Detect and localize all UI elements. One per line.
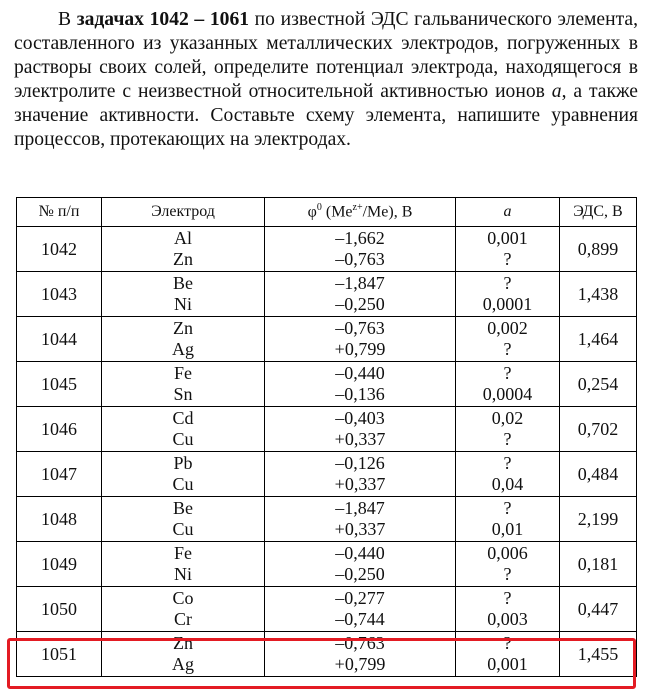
electrode-cell-line: Cu — [172, 519, 194, 539]
potential-cell — [265, 227, 456, 272]
problem-range: задачах 1042 – 1061 — [76, 9, 250, 30]
table-row — [17, 497, 637, 542]
activity-cell-line: 0,02 — [491, 408, 524, 428]
electrode-cell — [102, 407, 265, 452]
electrode-cell-line: Sn — [173, 384, 193, 404]
potential-cell-line: –1,847 — [335, 273, 385, 293]
activity-cell — [456, 407, 560, 452]
table-row — [17, 227, 637, 272]
electrode-cell — [102, 317, 265, 362]
electrode-cell — [102, 272, 265, 317]
electrode-cell — [102, 542, 265, 587]
potential-cell-line: –0,250 — [335, 564, 385, 584]
activity-cell-line: ? — [503, 453, 512, 473]
intro-text: по известной ЭДС гальванического элемента, составленного из указанных металлических электродов, погруженных в растворы своих солей, определите потенциал электрода, находящегося в электролите с неизвестной относительной активностью ионов — [14, 9, 639, 102]
potential-cell-line: +0,337 — [334, 474, 386, 494]
activity-cell — [456, 362, 560, 407]
activity-cell-line: ? — [503, 339, 512, 359]
activity-cell-line: 0,003 — [487, 609, 528, 629]
potential-cell-line: –0,250 — [335, 294, 385, 314]
activity-cell — [456, 452, 560, 497]
emf-cell: 0,181 — [560, 542, 637, 587]
table-row — [17, 317, 637, 362]
electrode-cell-line: Co — [172, 588, 194, 608]
table-row — [17, 587, 637, 632]
header-electrode: Электрод — [102, 198, 265, 227]
potential-cell-line: –0,277 — [335, 588, 385, 608]
electrode-cell-line: Be — [173, 273, 193, 293]
activity-cell-line: ? — [503, 363, 512, 383]
potential-cell-line: –1,662 — [335, 228, 385, 248]
potential-cell-line: –0,763 — [335, 249, 385, 269]
electrode-cell-line: Zn — [173, 318, 193, 338]
potential-cell-line: –0,763 — [335, 633, 385, 653]
row-number: 1042 — [17, 227, 102, 272]
electrode-cell — [102, 227, 265, 272]
electrode-cell-line: Fe — [174, 363, 192, 383]
electrode-cell-line: Ag — [172, 654, 194, 674]
activity-cell-line: 0,0001 — [482, 294, 533, 314]
header-emf: ЭДС, В — [560, 198, 637, 227]
emf-cell: 2,199 — [560, 497, 637, 542]
electrode-cell-line: Al — [174, 228, 192, 248]
electrode-cell-line: Cd — [172, 408, 194, 428]
activity-cell-line: 0,0004 — [482, 384, 533, 404]
potential-cell-line: +0,337 — [334, 519, 386, 539]
activity-cell-line: ? — [503, 564, 512, 584]
problem-paragraph — [14, 8, 638, 152]
activity-cell — [456, 227, 560, 272]
electrode-cell — [102, 587, 265, 632]
table-header-row — [17, 198, 637, 227]
electrode-cell — [102, 497, 265, 542]
emf-cell: 0,702 — [560, 407, 637, 452]
potential-cell — [265, 272, 456, 317]
potential-cell-line: +0,799 — [334, 654, 386, 674]
potential-cell — [265, 407, 456, 452]
potential-cell-line: –1,847 — [335, 498, 385, 518]
activity-cell-line: ? — [503, 429, 512, 449]
intro-prefix: В — [58, 9, 77, 30]
emf-cell: 0,447 — [560, 587, 637, 632]
electrode-cell-line: Fe — [174, 543, 192, 563]
emf-cell: 1,464 — [560, 317, 637, 362]
emf-cell: 1,455 — [560, 632, 637, 677]
potential-cell-line: –0,136 — [335, 384, 385, 404]
activity-variable: a — [551, 81, 562, 102]
emf-cell: 0,899 — [560, 227, 637, 272]
potential-cell-line: –0,126 — [335, 453, 385, 473]
activity-cell-line: 0,002 — [487, 318, 528, 338]
electrode-cell-line: Cu — [172, 474, 194, 494]
activity-cell-line: ? — [503, 588, 512, 608]
electrode-cell-line: Ni — [174, 294, 192, 314]
electrode-cell-line: Pb — [173, 453, 193, 473]
activity-cell-line: ? — [503, 273, 512, 293]
potential-cell-line: +0,337 — [334, 429, 386, 449]
header-activity: a — [456, 198, 560, 227]
activity-cell — [456, 542, 560, 587]
table-row — [17, 452, 637, 497]
potential-cell — [265, 587, 456, 632]
header-num: № п/п — [17, 198, 102, 227]
electrode-table — [16, 197, 637, 677]
potential-cell-line: –0,763 — [335, 318, 385, 338]
header-potential: $\varphi^0$ $(Me^{z+}/Me)$, B — [265, 198, 456, 227]
highlight-box — [7, 638, 636, 689]
potential-cell — [265, 452, 456, 497]
activity-cell — [456, 272, 560, 317]
activity-cell-line: ? — [503, 498, 512, 518]
row-number: 1047 — [17, 452, 102, 497]
potential-cell-line: –0,403 — [335, 408, 385, 428]
table-row — [17, 542, 637, 587]
activity-cell-line: 0,04 — [491, 474, 524, 494]
potential-cell — [265, 542, 456, 587]
electrode-cell-line: Cr — [174, 609, 192, 629]
activity-cell-line: ? — [503, 633, 512, 653]
activity-cell-line: 0,01 — [491, 519, 524, 539]
activity-cell — [456, 587, 560, 632]
row-number: 1046 — [17, 407, 102, 452]
electrode-cell — [102, 452, 265, 497]
potential-cell-line: –0,440 — [335, 363, 385, 383]
potential-cell-line: –0,744 — [335, 609, 385, 629]
electrode-cell-line: Ni — [174, 564, 192, 584]
electrode-cell-line: Zn — [173, 633, 193, 653]
electrode-cell-line: Zn — [173, 249, 193, 269]
electrode-cell-line: Be — [173, 498, 193, 518]
activity-cell-line: 0,001 — [487, 654, 528, 674]
activity-cell — [456, 497, 560, 542]
activity-cell-line: ? — [503, 249, 512, 269]
potential-cell-line: +0,799 — [334, 339, 386, 359]
potential-cell — [265, 362, 456, 407]
potential-cell — [265, 497, 456, 542]
row-number: 1049 — [17, 542, 102, 587]
potential-cell-line: –0,440 — [335, 543, 385, 563]
row-number: 1048 — [17, 497, 102, 542]
electrode-cell — [102, 362, 265, 407]
table-row — [17, 362, 637, 407]
electrode-cell-line: Cu — [172, 429, 194, 449]
activity-cell — [456, 317, 560, 362]
intro-tail: , а также значение активности. Составьте схему элемента, напишите уравнения процессов, протекающих на электродах. — [14, 81, 638, 150]
row-number: 1045 — [17, 362, 102, 407]
problem-statement — [14, 8, 638, 152]
table-row — [17, 272, 637, 317]
emf-cell: 1,438 — [560, 272, 637, 317]
activity-cell-line: 0,006 — [487, 543, 528, 563]
table-row — [17, 407, 637, 452]
emf-cell: 0,484 — [560, 452, 637, 497]
row-number: 1043 — [17, 272, 102, 317]
electrode-cell-line: Ag — [172, 339, 194, 359]
emf-cell: 0,254 — [560, 362, 637, 407]
row-number: 1050 — [17, 587, 102, 632]
row-number: 1044 — [17, 317, 102, 362]
activity-cell-line: 0,001 — [487, 228, 528, 248]
row-number: 1051 — [17, 632, 102, 677]
potential-cell — [265, 317, 456, 362]
